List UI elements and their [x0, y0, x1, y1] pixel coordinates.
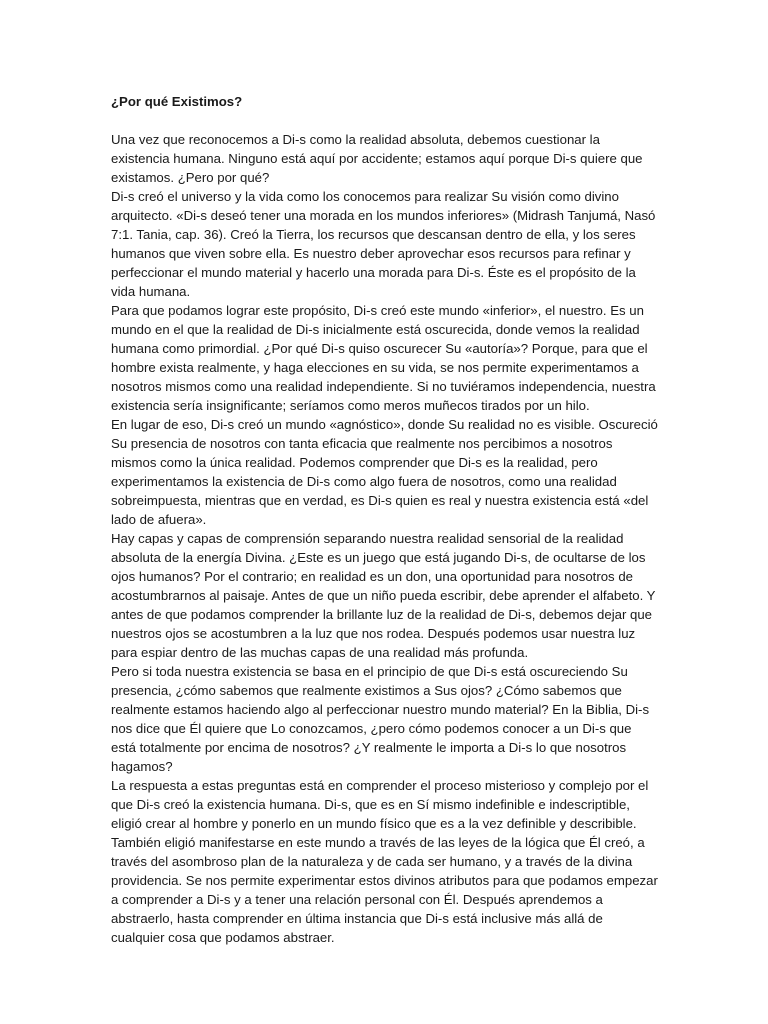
- document-page: [111, 92, 658, 947]
- paragraph-4: En lugar de eso, Di-s creó un mundo «agnóstico», donde Su realidad no es visible. Oscureció Su presencia de nosotros con tanta eficacia que realmente nos percibimos a nosotros mismos como la única realidad. Podemos comprender que Di-s es la realidad, pero experimentamos la existencia de Di-s como algo fuera de nosotros, como una realidad sobreimpuesta, mientras que en verdad, es Di-s quien es real y nuestra existencia está «del lado de afuera».: [111, 417, 658, 527]
- paragraph-6: Pero si toda nuestra existencia se basa en el principio de que Di-s está oscureciendo Su presencia, ¿cómo sabemos que realmente existimos a Sus ojos? ¿Cómo sabemos que realmente estamos haciendo algo al perfeccionar nuestro mundo material? En la Biblia, Di-s nos dice que Él quiere que Lo conozcamos, ¿pero cómo podemos conocer a un Di-s que está totalmente por encima de nosotros? ¿Y realmente le importa a Di-s lo que nosotros hagamos?: [111, 664, 650, 774]
- paragraph-5: Hay capas y capas de comprensión separando nuestra realidad sensorial de la realidad absoluta de la energía Divina. ¿Este es un juego que está jugando Di-s, de ocultarse de los ojos humanos? Por el contrario; en realidad es un don, una oportunidad para nosotros de acostumbrarnos al paisaje. Antes de que un niño pueda escribir, debe aprender el alfabeto. Y antes de que podamos comprender la brillante luz de la realidad de Di-s, debemos dejar que nuestros ojos se acostumbren a la luz que nos rodea. Después podemos usar nuestra luz para espiar dentro de las muchas capas de una realidad más profunda.: [111, 531, 656, 660]
- document-title: ¿Por qué Existimos?: [111, 94, 243, 109]
- paragraph-3: Para que podamos lograr este propósito, Di-s creó este mundo «inferior», el nuestro. Es un mundo en el que la realidad de Di-s inicialmente está oscurecida, donde vemos la realidad humana como primordial. ¿Por qué Di-s quiso oscurecer Su «autoría»? Porque, para que el hombre exista realmente, y haga elecciones en su vida, se nos permite experimentamos a nosotros mismos como una realidad independiente. Si no tuviéramos independencia, nuestra existencia sería insignificante; seríamos como meros muñecos tirados por un hilo.: [111, 303, 656, 413]
- paragraph-2: Di-s creó el universo y la vida como los conocemos para realizar Su visión como divino arquitecto. «Di-s deseó tener una morada en los mundos inferiores» (Midrash Tanjumá, Nasó 7:1. Tania, cap. 36). Creó la Tierra, los recursos que descansan dentro de ella, y los seres humanos que viven sobre ella. Es nuestro deber aprovechar esos recursos para refinar y perfeccionar el mundo material y hacerlo una morada para Di-s. Éste es el propósito de la vida humana.: [111, 189, 656, 299]
- paragraph-7: La respuesta a estas preguntas está en comprender el proceso misterioso y complejo por el que Di-s creó la existencia humana. Di-s, que es en Sí mismo indefinible e indescriptible, eligió crear al hombre y ponerlo en un mundo físico que es a la vez definible y describible. También eligió manifestarse en este mundo a través de las leyes de la lógica que Él creó, a través del asombroso plan de la naturaleza y de cada ser humano, y a través de la divina providencia. Se nos permite experimentar estos divinos atributos para que podamos empezar a comprender a Di-s y a tener una relación personal con Él. Después aprendemos a abstraerlo, hasta comprender en última instancia que Di-s está inclusive más allá de cualquier cosa que podamos abstraer.: [111, 778, 658, 945]
- paragraph-1: Una vez que reconocemos a Di-s como la realidad absoluta, debemos cuestionar la existencia humana. Ninguno está aquí por accidente; estamos aquí porque Di-s quiere que existamos. ¿Pero por qué?: [111, 132, 643, 185]
